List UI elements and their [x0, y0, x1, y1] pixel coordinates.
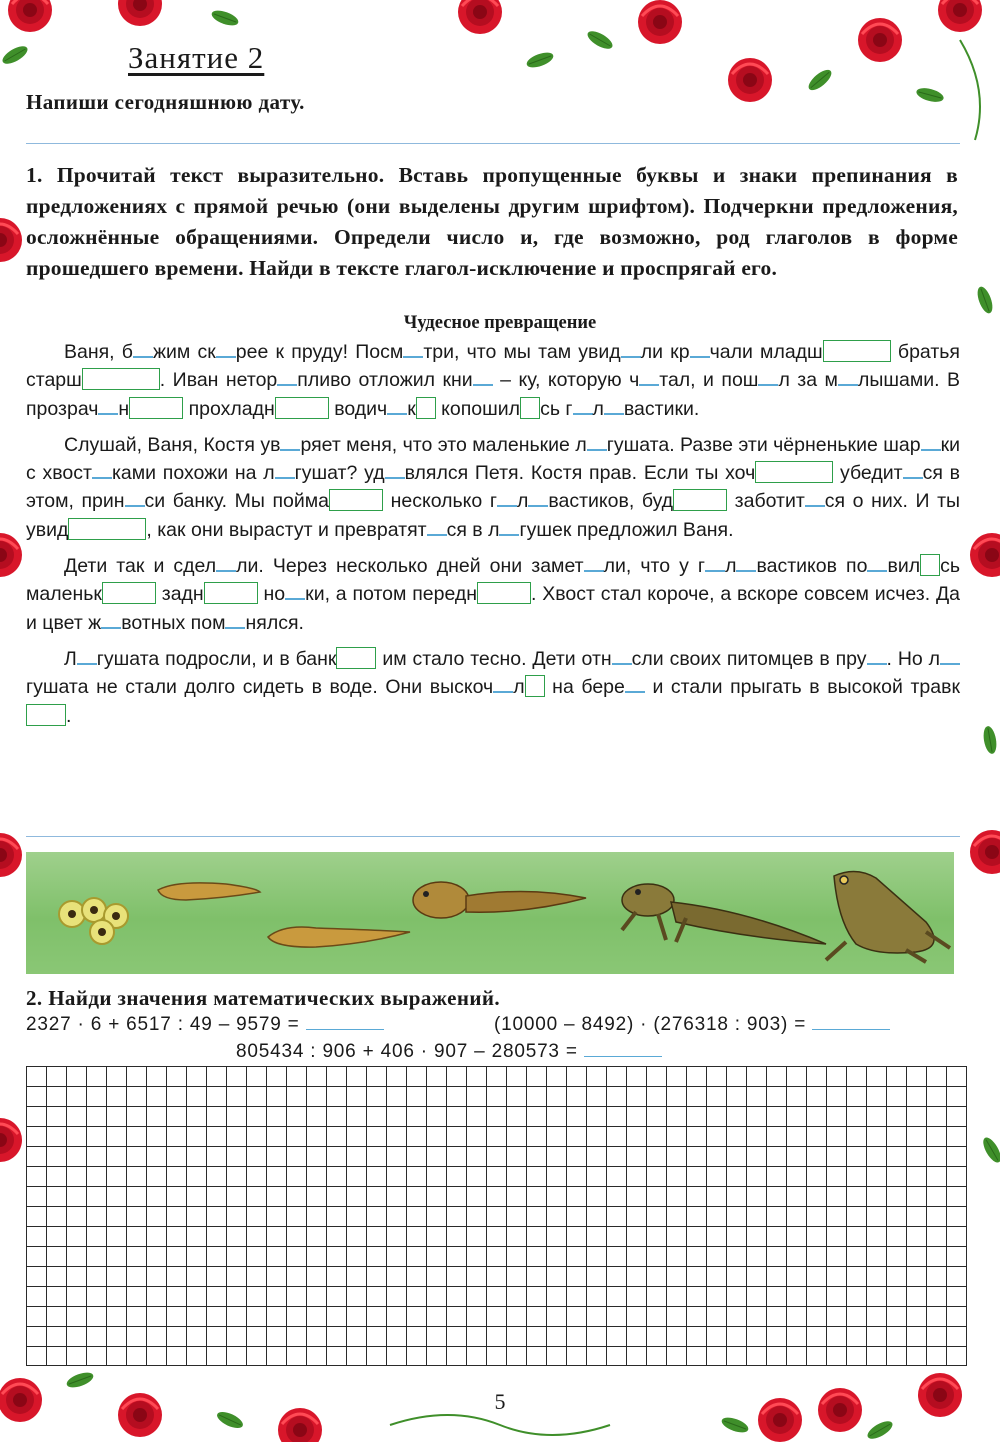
expr1-answer[interactable]: [306, 1019, 384, 1030]
letter-gap[interactable]: [573, 401, 593, 415]
letter-gap[interactable]: [493, 679, 513, 693]
ending-box[interactable]: [520, 397, 540, 419]
letter-gap[interactable]: [528, 493, 548, 507]
divider-line: [26, 836, 960, 837]
ending-box[interactable]: [336, 647, 376, 669]
letter-gap[interactable]: [98, 401, 118, 415]
letter-gap[interactable]: [403, 344, 423, 358]
tadpole: [268, 927, 410, 947]
ending-box[interactable]: [673, 489, 727, 511]
story-paragraph-4: Л гушата подросли, и в банк им стало тесно. Дети отн сли своих питомцев в пру . Но лгушата не стали долго сидеть в воде. Они выскоч л на бере и стали прыгать в высокой травк.: [26, 647, 960, 727]
letter-gap[interactable]: [867, 558, 887, 572]
squared-work-grid[interactable]: [26, 1066, 967, 1366]
story-paragraph-2: Слушай, Ваня, Костя ув ряет меня, что это маленькие л гушата. Разве эти чёрненькие шар ки с хвост ками похожи на л гушат? уд влялся Петя. Костя прав. Если ты хоч убедит ся в этом, прин си банку. Мы пойма несколько г л вастиков, буд заботит ся о них. И ты увид , как они вырастут и превратят ся в л гушек предложил Ваня.: [26, 433, 961, 541]
story-text: [26, 338, 960, 738]
ending-box[interactable]: [525, 675, 545, 697]
letter-gap[interactable]: [690, 344, 710, 358]
story-paragraph-1: Ваня, б жим ск рее к пруду! Посм три, что мы там увид ли кр чали младш братья старш . Иван нетор пливо отложил кни – ку, которую ч тал, и пош л за м лышами. В прозрач н прохладн водич к копошил сь г л вастики.: [26, 341, 961, 420]
task1-instructions: 1. Прочитай текст выразительно. Вставь пропущенные буквы и знаки препинания в предложениях с прямой речью (они выделены другим шрифтом). Подчеркни предложения, осложнённые обращениями. Определи число и, где возможно, род глаголов в форме прошедшего времени. Найди в тексте глагол-исключение и проспрягай его.: [26, 163, 958, 280]
ending-box[interactable]: [823, 340, 891, 362]
letter-gap[interactable]: [758, 372, 778, 386]
young-tadpole: [158, 883, 260, 900]
page-number: 5: [494, 1389, 506, 1414]
math-expression-1: [26, 1014, 384, 1036]
math-expression-2: [494, 1014, 890, 1036]
ending-box[interactable]: [204, 582, 258, 604]
ending-box[interactable]: [129, 397, 183, 419]
letter-gap[interactable]: [903, 465, 923, 479]
letter-gap[interactable]: [639, 372, 659, 386]
letter-gap[interactable]: [621, 344, 641, 358]
ending-box[interactable]: [82, 368, 160, 390]
letter-gap[interactable]: [101, 615, 121, 629]
ending-box[interactable]: [275, 397, 329, 419]
expr2-answer[interactable]: [812, 1019, 890, 1030]
expr3-text: 805434 : 906 + 406 · 907 – 280573 =: [236, 1041, 578, 1062]
letter-gap[interactable]: [805, 493, 825, 507]
letter-gap[interactable]: [277, 372, 297, 386]
letter-gap[interactable]: [275, 465, 295, 479]
expr3-answer[interactable]: [584, 1046, 662, 1057]
ending-box[interactable]: [920, 554, 940, 576]
math-expression-3: [236, 1041, 662, 1063]
letter-gap[interactable]: [216, 344, 236, 358]
letter-gap[interactable]: [216, 558, 236, 572]
ending-box[interactable]: [755, 461, 833, 483]
letter-gap[interactable]: [940, 651, 960, 665]
letter-gap[interactable]: [587, 437, 607, 451]
letter-gap[interactable]: [427, 522, 447, 536]
letter-gap[interactable]: [473, 372, 493, 386]
letter-gap[interactable]: [385, 465, 405, 479]
letter-gap[interactable]: [387, 401, 407, 415]
letter-gap[interactable]: [280, 437, 300, 451]
frog-eggs: [59, 898, 128, 944]
ending-box[interactable]: [329, 489, 383, 511]
letter-gap[interactable]: [584, 558, 604, 572]
story-paragraph-3: Дети так и сдел ли. Через несколько дней они замет ли, что у г л вастиков по вил сь маленьк задн но ки, а потом передн . Хвост стал короче, а вскоре совсем исчез. Да и цвет ж вотных пом нялся.: [26, 555, 961, 634]
ending-box[interactable]: [102, 582, 156, 604]
letter-gap[interactable]: [705, 558, 725, 572]
expr1-text: 2327 · 6 + 6517 : 49 – 9579 =: [26, 1014, 300, 1035]
letter-gap[interactable]: [499, 522, 519, 536]
date-answer-line[interactable]: [26, 143, 960, 144]
lesson-title: Занятие 2: [128, 40, 265, 75]
date-prompt: Напиши сегодняшнюю дату.: [26, 90, 305, 114]
letter-gap[interactable]: [92, 465, 112, 479]
letter-gap[interactable]: [225, 615, 245, 629]
letter-gap[interactable]: [125, 493, 145, 507]
story-title: Чудесное превращение: [403, 313, 597, 333]
letter-gap[interactable]: [625, 679, 645, 693]
letter-gap[interactable]: [736, 558, 756, 572]
letter-gap[interactable]: [77, 651, 97, 665]
tadpole-with-head: [413, 882, 586, 918]
ending-box[interactable]: [68, 518, 146, 540]
ending-box[interactable]: [416, 397, 436, 419]
letter-gap[interactable]: [285, 586, 305, 600]
tadpole-with-legs: [622, 884, 826, 944]
letter-gap[interactable]: [497, 493, 517, 507]
task2-heading: 2. Найди значения математических выражений.: [26, 986, 500, 1010]
frog-lifecycle-illustration: [26, 852, 954, 974]
letter-gap[interactable]: [867, 651, 887, 665]
letter-gap[interactable]: [604, 401, 624, 415]
lifecycle-drawing: [26, 852, 954, 974]
frog: [826, 871, 950, 962]
letter-gap[interactable]: [612, 651, 632, 665]
letter-gap[interactable]: [921, 437, 941, 451]
expr2-text: (10000 – 8492) · (276318 : 903) =: [494, 1014, 807, 1035]
ending-box[interactable]: [477, 582, 531, 604]
letter-gap[interactable]: [133, 344, 153, 358]
ending-box[interactable]: [26, 704, 66, 726]
letter-gap[interactable]: [838, 372, 858, 386]
